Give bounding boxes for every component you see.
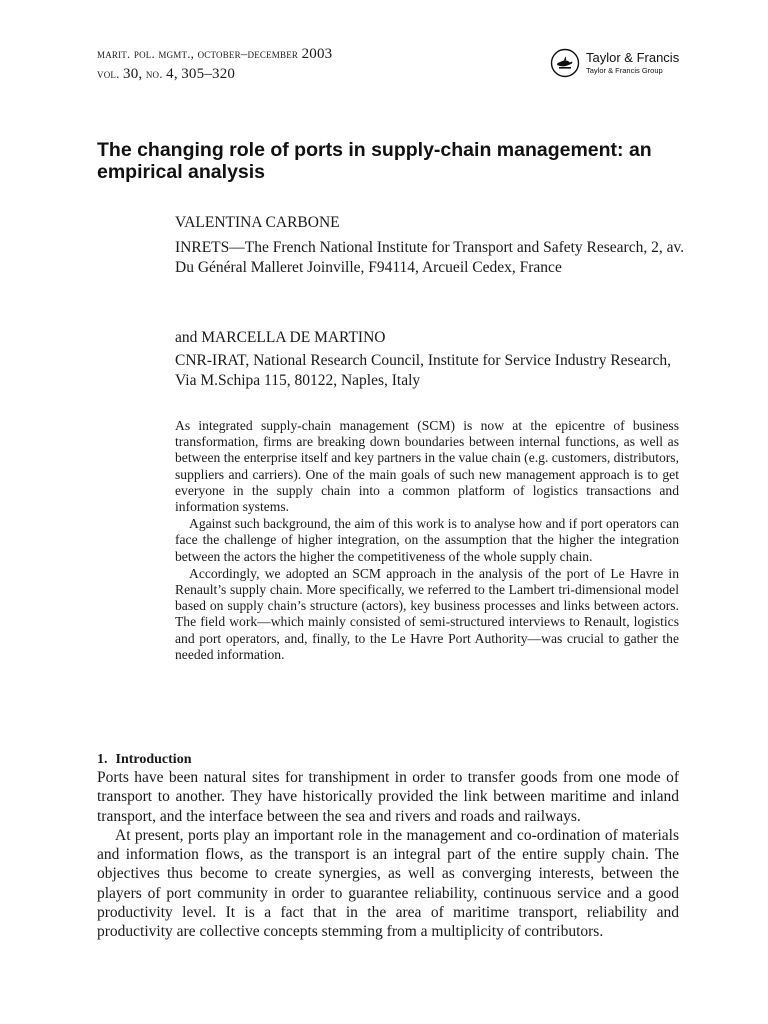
issue-number: 4, bbox=[166, 66, 178, 82]
journal-period: october–december bbox=[197, 46, 299, 61]
journal-line-2 bbox=[97, 64, 332, 84]
abstract bbox=[175, 418, 679, 663]
paper-title: The changing role of ports in supply-chain management: an empirical analysis bbox=[97, 139, 652, 183]
author-prefix: and bbox=[175, 329, 202, 346]
publisher-text bbox=[586, 51, 679, 76]
abstract-paragraph: Against such background, the aim of this work is to analyse how and if port operators can face the challenge of higher integration, on the assumption that the higher the integration between the actors the higher the competitiveness of the whole supply chain. bbox=[175, 516, 679, 564]
section-body bbox=[97, 768, 679, 942]
body-paragraph: Ports have been natural sites for transhipment in order to transfer goods from one mode of transport to another. They have historically provided the link between maritime and inland transport, and the interface between the sea and rivers and roads and railways. bbox=[97, 769, 679, 825]
body-paragraph: At present, ports play an important role in the management and co-ordination of materials and information flows, as the transport is an integral part of the entire supply chain. The objectives thus become to create synergies, as well as converging interests, between the players of port community in order to guarantee reliability, continuous service and a good productivity level. It is a fact that in the area of maritime transport, reliability and productivity are collective concepts stemming from a multiplicity of contributors. bbox=[97, 826, 679, 941]
author-affiliation: INRETS—The French National Institute for Transport and Safety Research, 2, av. Du Général Malleret Joinville, F94114, Arcueil Cedex, France bbox=[175, 238, 685, 276]
volume-number: 30, bbox=[123, 66, 143, 82]
journal-name: marit. pol. mgmt., bbox=[97, 46, 195, 61]
author-block-2 bbox=[175, 328, 695, 392]
author-name-line bbox=[175, 328, 695, 349]
abstract-paragraph: Accordingly, we adopted an SCM approach in the analysis of the port of Le Havre in Renault’s supply chain. More specifically, we referred to the Lambert tri-dimensional model based on supply chain’s structure (actors), key business processes and links between actors. The field work—which mainly consisted of semi-structured interviews to Renault, logistics and port operators, and, finally, to the Le Havre Port Authority—was crucial to gather the needed information. bbox=[175, 565, 679, 662]
publisher-group: Taylor & Francis Group bbox=[586, 66, 663, 75]
author-name: MARCELLA DE MARTINO bbox=[201, 329, 386, 346]
lamp-logo-icon bbox=[550, 48, 580, 78]
journal-year: 2003 bbox=[301, 46, 333, 62]
author-name-line bbox=[175, 213, 695, 234]
publisher-logo bbox=[550, 48, 679, 82]
abstract-paragraph: As integrated supply-chain management (SCM) is now at the epicentre of business transformation, firms are breaking down boundaries between internal functions, as well as between the enterprise itself and key partners in the value chain (e.g. customers, distributors, suppliers and carriers). One of the main goals of such new management approach is to get everyone in the supply chain into a common platform of logistics transactions and information systems. bbox=[175, 418, 679, 515]
journal-citation bbox=[97, 44, 332, 84]
issue-label: no. bbox=[145, 66, 163, 81]
author-name: VALENTINA CARBONE bbox=[175, 214, 340, 231]
section-heading bbox=[97, 751, 191, 769]
publisher-name: Taylor & Francis bbox=[586, 50, 680, 65]
journal-line-1 bbox=[97, 44, 332, 64]
section-title: Introduction bbox=[115, 752, 192, 767]
author-affiliation: CNR-IRAT, National Research Council, Institute for Service Industry Research, Via M.Schipa 115, 80122, Naples, Italy bbox=[175, 351, 672, 389]
section-number: 1. bbox=[97, 752, 108, 767]
volume-label: vol. bbox=[97, 66, 120, 81]
author-block-1 bbox=[175, 213, 695, 279]
page-range: 305–320 bbox=[181, 66, 236, 82]
